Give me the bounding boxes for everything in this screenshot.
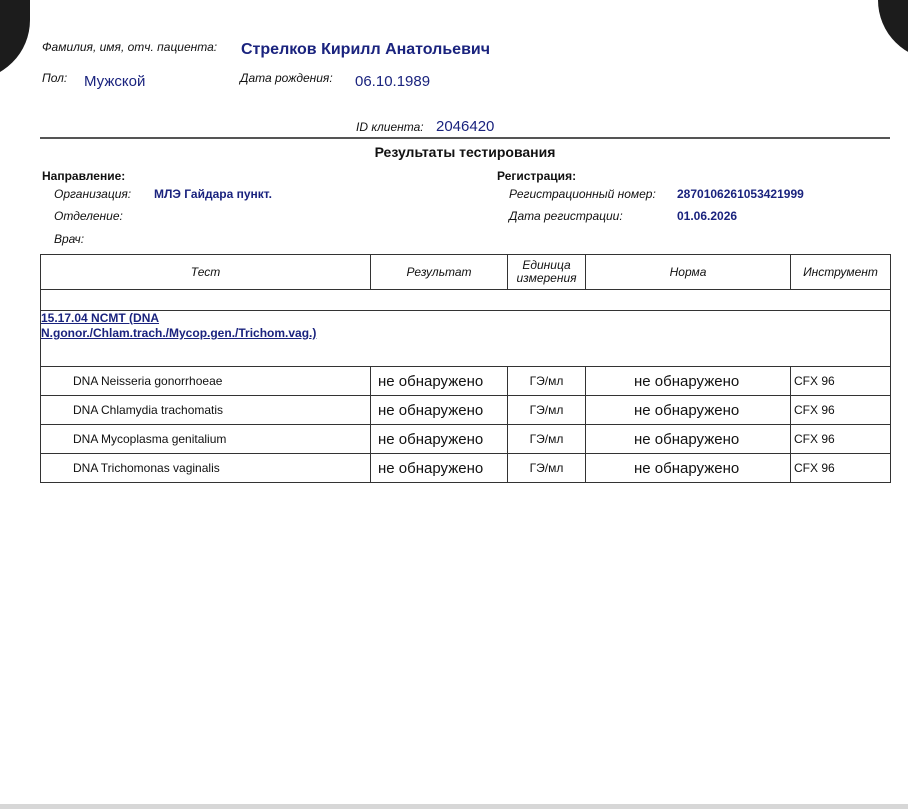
test-name: DNA Neisseria gonorrhoeae [41, 367, 371, 396]
test-group-link-line2[interactable]: N.gonor./Chlam.trach./Mycop.gen./Trichom.vag.) [41, 326, 317, 340]
test-result: не обнаружено [371, 454, 508, 483]
table-row [41, 425, 891, 454]
test-unit: ГЭ/мл [508, 396, 586, 425]
test-unit: ГЭ/мл [508, 367, 586, 396]
org-label: Организация: [54, 187, 132, 201]
sex-label: Пол: [42, 71, 68, 85]
doctor-label: Врач: [54, 232, 85, 246]
test-norm: не обнаружено [586, 425, 791, 454]
results-table [40, 254, 891, 483]
registration-heading: Регистрация: [497, 169, 577, 183]
reg-number-value: 2870106261053421999 [677, 187, 804, 201]
patient-name: Стрелков Кирилл Анатольевич [241, 41, 491, 58]
col-header-result: Результат [371, 255, 508, 290]
test-result: не обнаружено [371, 425, 508, 454]
test-instrument: CFX 96 [791, 396, 891, 425]
test-instrument: CFX 96 [791, 367, 891, 396]
table-row [41, 367, 891, 396]
page-title: Результаты тестирования [374, 144, 556, 160]
test-result: не обнаружено [371, 396, 508, 425]
unit-header-line1: Единица [522, 258, 571, 272]
table-header-row [41, 255, 891, 290]
test-group-link-line1[interactable]: 15.17.04 NCMT (DNA [41, 311, 160, 325]
test-result: не обнаружено [371, 367, 508, 396]
test-norm: не обнаружено [586, 454, 791, 483]
test-group-row [41, 311, 891, 367]
dob-value: 06.10.1989 [355, 73, 431, 90]
test-instrument: CFX 96 [791, 425, 891, 454]
header-divider [40, 137, 890, 139]
patient-name-label: Фамилия, имя, отч. пациента: [42, 40, 218, 54]
col-header-unit [508, 255, 586, 290]
spacer-row [41, 290, 891, 311]
test-name: DNA Trichomonas vaginalis [41, 454, 371, 483]
test-name: DNA Mycoplasma genitalium [41, 425, 371, 454]
col-header-instrument: Инструмент [791, 255, 891, 290]
test-unit: ГЭ/мл [508, 454, 586, 483]
test-group-cell [41, 311, 891, 367]
dept-label: Отделение: [54, 209, 123, 223]
col-header-norm: Норма [586, 255, 791, 290]
test-norm: не обнаружено [586, 367, 791, 396]
reg-number-label: Регистрационный номер: [509, 187, 656, 201]
test-instrument: CFX 96 [791, 454, 891, 483]
col-header-test: Тест [41, 255, 371, 290]
unit-header-line2: измерения [516, 271, 577, 285]
org-value: МЛЭ Гайдара пункт. [154, 187, 272, 201]
sex-value: Мужской [84, 73, 146, 90]
client-id-value: 2046420 [436, 118, 495, 135]
reg-date-label: Дата регистрации: [509, 209, 623, 223]
test-unit: ГЭ/мл [508, 425, 586, 454]
client-id-label: ID клиента: [356, 120, 424, 134]
table-row [41, 454, 891, 483]
dob-label: Дата рождения: [240, 71, 333, 85]
test-norm: не обнаружено [586, 396, 791, 425]
table-row [41, 396, 891, 425]
test-name: DNA Chlamydia trachomatis [41, 396, 371, 425]
reg-date-value: 01.06.2026 [677, 209, 738, 223]
referral-heading: Направление: [42, 169, 126, 183]
